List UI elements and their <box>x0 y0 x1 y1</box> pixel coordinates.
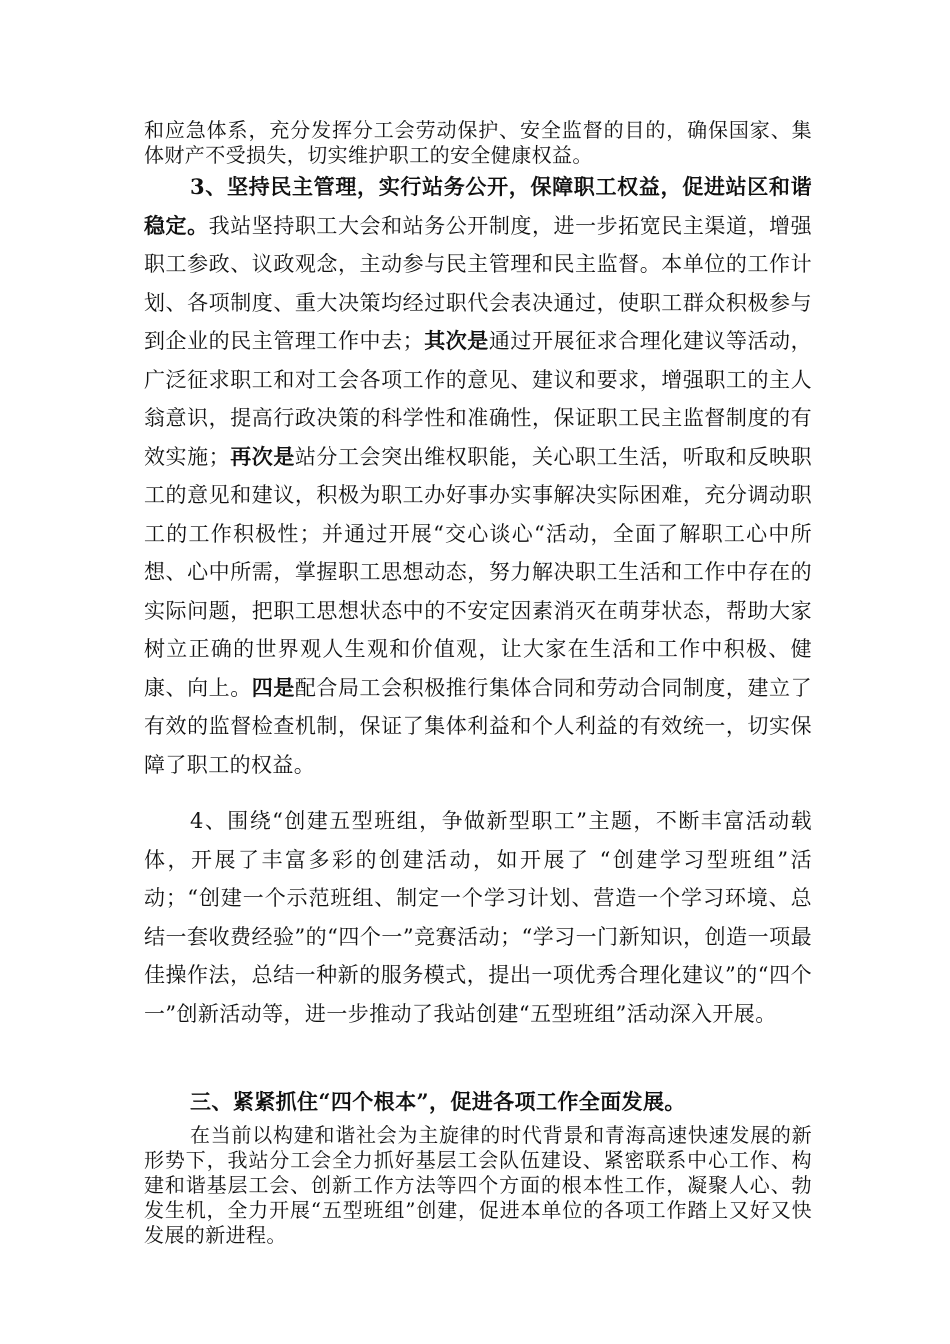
intro-text: 和应急体系，充分发挥分工会劳动保护、安全监督的目的，确保国家、集体财产不受损失，切实维护职工的安全健康权益。 <box>144 118 812 167</box>
section-3-marker-4: 四是 <box>251 674 295 700</box>
section-three-heading <box>144 1088 812 1116</box>
section-three-text: 在当前以构建和谐社会为主旋律的时代背景和青海高速快速发展的新形势下，我站分工会全力抓好基层工会队伍建设、紧密联系中心工作、构建和谐基层工会、创新工作方法等四个方面的根本性工作，凝聚人心、勃发生机，全力开展“五型班组”创建，促进本单位的各项工作踏上又好又快发展的新进程。 <box>144 1123 812 1247</box>
section-4-paragraph <box>144 802 812 1033</box>
intro-paragraph <box>144 118 812 168</box>
section-3-marker-2: 其次是 <box>424 328 489 353</box>
section-three-paragraph <box>144 1123 812 1248</box>
section-3-text-3: 站分工会突出维权职能，关心职工生活，听取和反映职工的意见和建议，积极为职工办好事办实事解决实际困难，充分调动职工的工作积极性；并通过开展“交心谈心“活动，全面了解职工心中所想、心中所需，掌握职工思想动态，努力解决职工生活和工作中存在的实际问题，把职工思想状态中的不安定因素消灭在萌芽状态，帮助大家树立正确的世界观人生观和价值观，让大家在生活和工作中积极、健康、向上。 <box>144 444 812 700</box>
section-3-heading: 3、坚持民主管理，实行站务公开，保障职工权益，促进站区和谐稳定。 <box>144 174 812 238</box>
section-4-text: 4、围绕“创建五型班组，争做新型职工”主题，不断丰富活动载体，开展了丰富多彩的创建活动，如开展了 “创建学习型班组”活动；“创建一个示范班组、制定一个学习计划、营造一个学习环境、总结一套收费经验”的“四个一”竞赛活动；“学习一门新知识，创造一项最佳操作法，总结一种新的服务模式，提出一项优秀合理化建议”的“四个一”创新活动等，进一步推动了我站创建“五型班组”活动深入开展。 <box>144 809 812 1026</box>
section-3-text-1: 我站坚持职工大会和站务公开制度，进一步拓宽民主渠道，增强职工参政、议政观念，主动参与民主管理和民主监督。本单位的工作计划、各项制度、重大决策均经过职代会表决通过，使职工群众积极参与到企业的民主管理工作中去； <box>144 213 813 353</box>
section-3-text-4: 配合局工会积极推行集体合同和劳动合同制度，建立了有效的监督检查机制，保证了集体利益和个人利益的有效统一，切实保障了职工的权益。 <box>144 675 812 777</box>
section-three-heading-text: 三、紧紧抓住“四个根本”，促进各项工作全面发展。 <box>190 1089 686 1114</box>
section-3-text-2: 通过开展征求合理化建议等活动，广泛征求职工和对工会各项工作的意见、建议和要求，增强职工的主人翁意识，提高行政决策的科学性和准确性，保证职工民主监督制度的有效实施； <box>144 329 813 469</box>
section-3-marker-3: 再次是 <box>230 443 295 469</box>
section-3-paragraph <box>144 168 812 784</box>
